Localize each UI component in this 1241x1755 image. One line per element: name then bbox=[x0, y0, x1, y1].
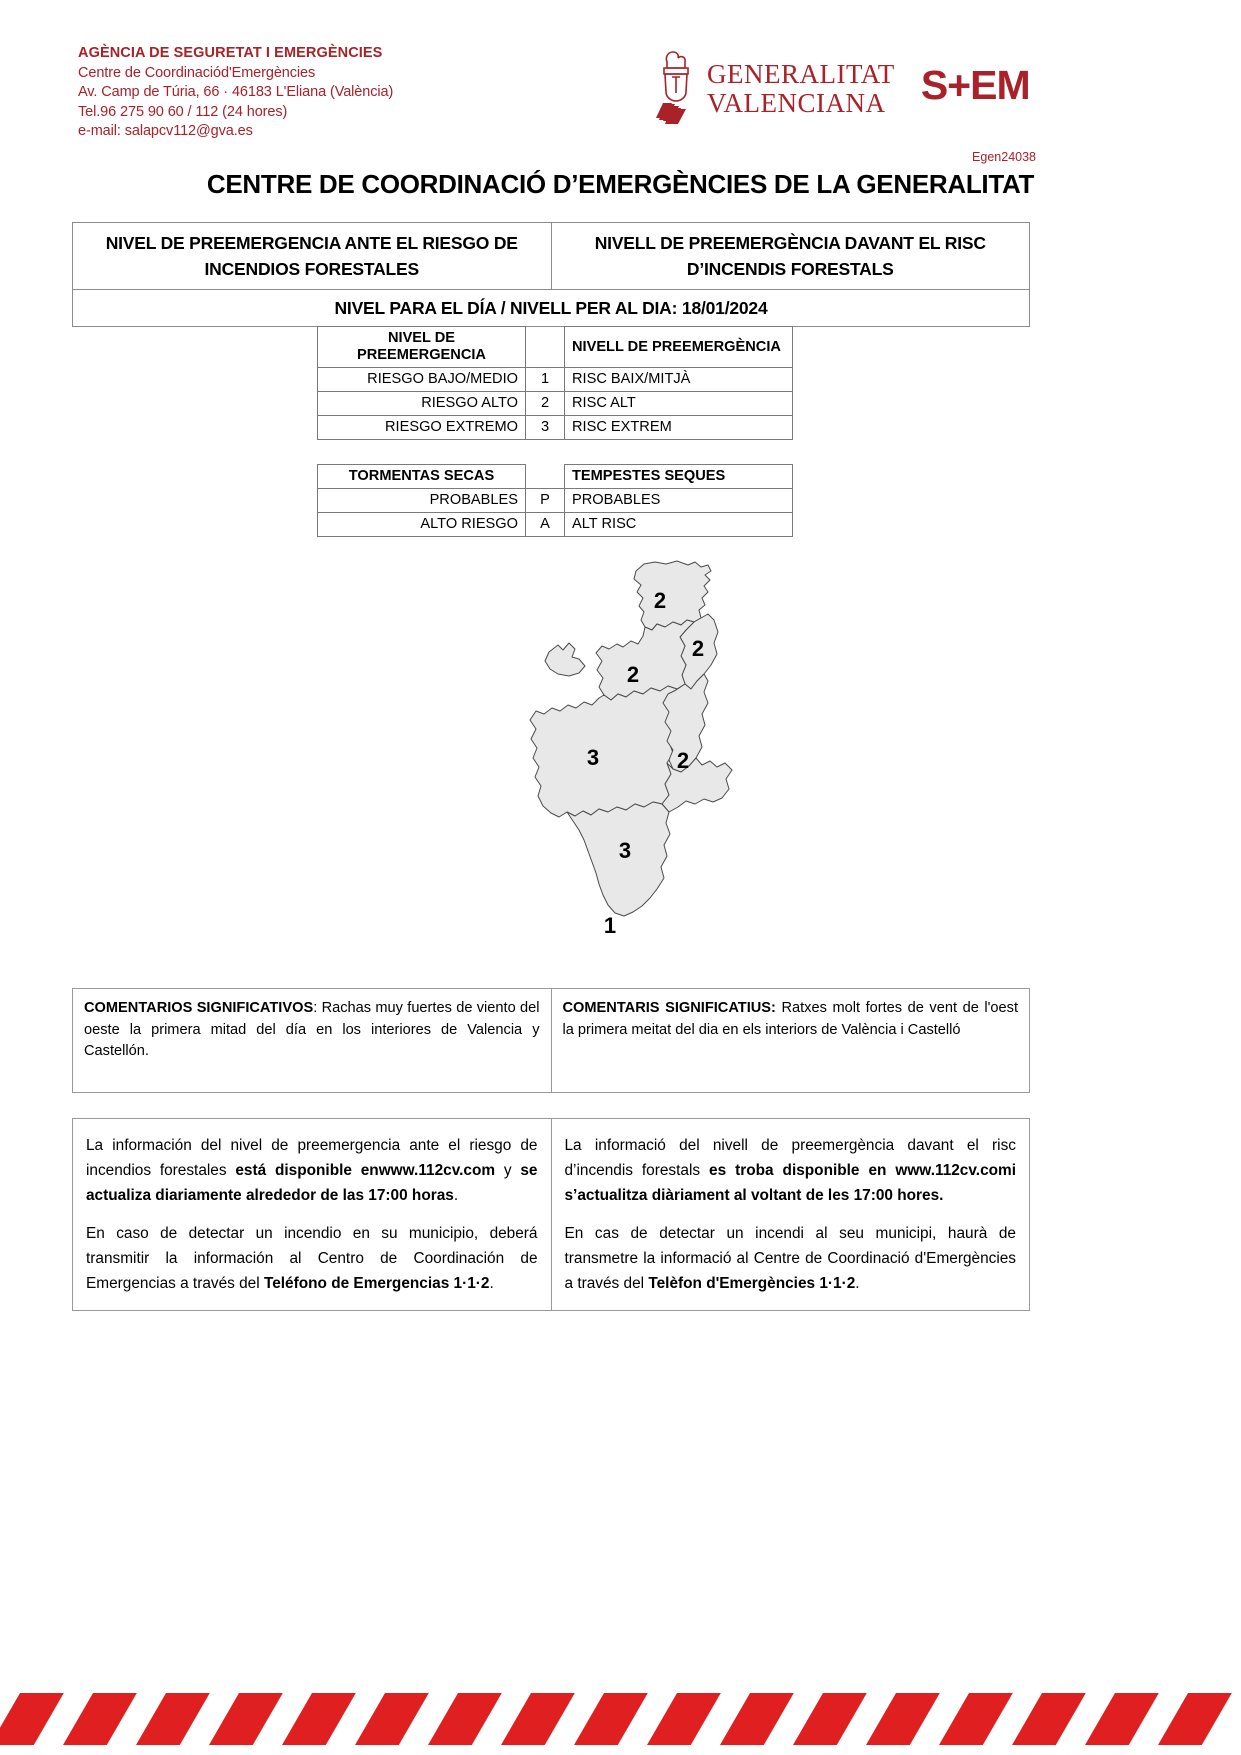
info-es-p2-part-a: En caso de detectar un incendio en su municipio, deberá transmitir la información al Centro de Coordinación de Emergencias a través del bbox=[86, 1225, 538, 1292]
footer-chevron bbox=[282, 1693, 356, 1745]
legend-level-3-code: 3 bbox=[526, 416, 565, 440]
info-va-p2-part-a: En cas de detectar un incendi al seu municipi, haurà de transmetre la informació al Centre de Coordinació d'Emergències a través del bbox=[564, 1225, 1016, 1292]
table-row bbox=[73, 290, 1030, 327]
generalitat-valenciana-logo bbox=[655, 48, 895, 130]
legend-divider bbox=[317, 440, 797, 464]
generalitat-logo-text bbox=[707, 60, 895, 118]
map-label-valencia-coast: 2 bbox=[676, 748, 690, 773]
footer-chevron bbox=[209, 1693, 283, 1745]
comments-valencian-label: COMENTARIS SIGNIFICATIUS: bbox=[562, 1000, 776, 1016]
footer-chevron bbox=[939, 1693, 1013, 1745]
footer-chevron-svg bbox=[0, 1683, 1241, 1755]
map-label-valencia-interior: 3 bbox=[586, 745, 600, 770]
organization-line-2: Av. Camp de Túria, 66 · 46183 L'Eliana (València) bbox=[78, 84, 394, 100]
footer-chevron bbox=[355, 1693, 429, 1745]
info-valencian-cell bbox=[551, 1119, 1030, 1311]
map-label-castellon-north: 2 bbox=[653, 588, 667, 613]
legend-storm-a-spanish: ALTO RIESGO bbox=[318, 513, 526, 537]
legend-level-2-spanish: RIESGO ALTO bbox=[318, 392, 526, 416]
legend-spacer-cell bbox=[526, 327, 565, 368]
info-es-p1-website: está disponible enwww.112cv.com bbox=[235, 1162, 496, 1179]
table-row bbox=[318, 465, 793, 489]
map-label-alicante-north: 3 bbox=[618, 838, 632, 863]
info-es-p1-part-e: . bbox=[453, 1187, 459, 1204]
info-valencian-paragraph-2 bbox=[565, 1221, 1017, 1296]
info-es-p2-part-c: . bbox=[489, 1275, 494, 1292]
table-row bbox=[318, 489, 793, 513]
document-header bbox=[0, 0, 1241, 199]
table-row bbox=[73, 989, 1030, 1093]
map-label-alicante-south: 1 bbox=[603, 913, 617, 938]
legend-level-1-valencian: RISC BAIX/MITJÀ bbox=[565, 368, 793, 392]
info-es-p1-part-a: La información del nivel de preemergencia ante el riesgo de incendios forestales bbox=[86, 1137, 538, 1179]
legend-level-2-code: 2 bbox=[526, 392, 565, 416]
table-row bbox=[73, 223, 1030, 290]
legend-spacer-cell bbox=[526, 465, 565, 489]
map-label-castellon-interior: 2 bbox=[626, 662, 640, 687]
generalitat-logo-line-1: GENERALITAT bbox=[707, 59, 895, 89]
legend-storm-p-spanish: PROBABLES bbox=[318, 489, 526, 513]
significant-comments-table bbox=[72, 988, 1030, 1093]
preemergency-level-legend-table bbox=[317, 326, 793, 440]
legend-storm-a-valencian: ALT RISC bbox=[565, 513, 793, 537]
comments-spanish-cell bbox=[73, 989, 552, 1093]
dry-storm-legend-table bbox=[317, 464, 793, 537]
comments-valencian-text: Ratxes molt fortes de vent de l'oest la primera meitat del dia en els interiors de València i Castelló bbox=[562, 1000, 1018, 1038]
organization-title: AGÈNCIA DE SEGURETAT I EMERGÈNCIES bbox=[78, 45, 383, 61]
legend-storm-p-code: P bbox=[526, 489, 565, 513]
table-row bbox=[318, 327, 793, 368]
info-es-p1-part-c: y bbox=[495, 1162, 521, 1179]
footer-chevron-band bbox=[0, 1683, 1241, 1755]
footer-chevron bbox=[1085, 1693, 1159, 1745]
footer-chevron bbox=[793, 1693, 867, 1745]
footer-chevron bbox=[1012, 1693, 1086, 1745]
comments-spanish-label: COMENTARIOS SIGNIFICATIVOS bbox=[84, 1000, 314, 1016]
logo-group bbox=[655, 48, 1030, 130]
info-spanish-paragraph-2 bbox=[86, 1221, 538, 1296]
info-spanish-paragraph-1 bbox=[86, 1133, 538, 1208]
legend-storm-p-valencian: PROBABLES bbox=[565, 489, 793, 513]
risk-header-spanish bbox=[73, 223, 552, 290]
comments-spanish-text: : Rachas muy fuertes de viento del oeste la primera mitad del día en los interiores de Valencia y Castellón. bbox=[84, 1000, 540, 1059]
footer-chevron bbox=[647, 1693, 721, 1745]
info-valencian-paragraph-1 bbox=[565, 1133, 1017, 1208]
map-zone-valencia-interior bbox=[530, 686, 677, 817]
generalitat-logo-line-2: VALENCIANA bbox=[707, 88, 886, 118]
risk-header-valencian-line-2: D’INCENDIS FORESTALS bbox=[686, 259, 894, 279]
info-va-p1-website: es troba disponible en www.112cv.comi s’actualitza diàriament al voltant de les 17:00 hores. bbox=[564, 1162, 1016, 1204]
info-va-p2-part-c: . bbox=[855, 1275, 860, 1292]
footer-chevron bbox=[136, 1693, 210, 1745]
info-spanish-cell bbox=[73, 1119, 552, 1311]
legend-levels-header-spanish: NIVEL DE PREEMERGENCIA bbox=[318, 327, 526, 368]
risk-header-valencian bbox=[551, 223, 1030, 290]
forecast-date-row: NIVEL PARA EL DÍA / NIVELL PER AL DIA: 18/01/2024 bbox=[73, 290, 1030, 327]
table-row bbox=[318, 368, 793, 392]
organization-line-3: Tel.96 275 90 60 / 112 (24 hores) bbox=[78, 103, 288, 120]
legend-storms-header-valencian: TEMPESTES SEQUES bbox=[565, 465, 793, 489]
comments-valencian-cell bbox=[551, 989, 1030, 1093]
risk-header-spanish-line-2: INCENDIOS FORESTALES bbox=[204, 259, 419, 279]
risk-header-spanish-line-1: NIVEL DE PREEMERGENCIA ANTE EL RIESGO DE bbox=[105, 233, 518, 253]
footer-chevron bbox=[720, 1693, 794, 1745]
legend-level-2-valencian: RISC ALT bbox=[565, 392, 793, 416]
footer-chevron bbox=[0, 1693, 64, 1745]
table-row bbox=[318, 513, 793, 537]
legend-level-1-spanish: RIESGO BAJO/MEDIO bbox=[318, 368, 526, 392]
footer-chevron bbox=[1158, 1693, 1232, 1745]
info-va-p1-part-a: La informació del nivell de preemergència davant el risc d’incendis forestals bbox=[564, 1137, 1016, 1179]
risk-header-table bbox=[72, 222, 1030, 327]
organization-email: e-mail: salapcv112@gva.es bbox=[78, 123, 253, 139]
table-row bbox=[318, 392, 793, 416]
document-reference-number: Egen24038 bbox=[972, 150, 1036, 164]
legend-level-1-code: 1 bbox=[526, 368, 565, 392]
footer-chevron bbox=[501, 1693, 575, 1745]
legend-levels-header-valencian: NIVELL DE PREEMERGÈNCIA bbox=[565, 327, 793, 368]
sem-logo-text: S+EM bbox=[920, 61, 1030, 108]
legend-storms-header-spanish: TORMENTAS SECAS bbox=[318, 465, 526, 489]
risk-level-map bbox=[430, 548, 830, 968]
comunitat-valenciana-map-svg bbox=[430, 548, 830, 968]
risk-header-valencian-line-1: NIVELL DE PREEMERGÈNCIA DAVANT EL RISC bbox=[594, 233, 986, 253]
footer-chevron bbox=[428, 1693, 502, 1745]
footer-chevron bbox=[574, 1693, 648, 1745]
legend-section bbox=[317, 326, 797, 537]
map-zone-exclave bbox=[545, 643, 585, 676]
footer-chevron bbox=[866, 1693, 940, 1745]
map-label-castellon-coast: 2 bbox=[691, 636, 705, 661]
information-notice-table bbox=[72, 1118, 1030, 1311]
legend-storm-a-code: A bbox=[526, 513, 565, 537]
info-es-p2-phone: Teléfono de Emergencias 1·1·2 bbox=[263, 1275, 490, 1292]
table-row bbox=[73, 1119, 1030, 1311]
footer-chevron bbox=[63, 1693, 137, 1745]
legend-level-3-valencian: RISC EXTREM bbox=[565, 416, 793, 440]
info-va-p2-phone: Telèfon d'Emergències 1·1·2 bbox=[648, 1275, 856, 1292]
page-title: CENTRE DE COORDINACIÓ D’EMERGÈNCIES DE LA GENERALITAT bbox=[206, 169, 1035, 199]
generalitat-crest-icon bbox=[655, 48, 695, 130]
info-es-p1-part-d: se actualiza diariamente alrededor de las 17:00 horas bbox=[86, 1162, 538, 1204]
table-row bbox=[318, 416, 793, 440]
organization-line-1: Centre de Coordinaciód'Emergències bbox=[78, 64, 316, 81]
organization-contact-block bbox=[78, 44, 393, 142]
legend-level-3-spanish: RIESGO EXTREMO bbox=[318, 416, 526, 440]
